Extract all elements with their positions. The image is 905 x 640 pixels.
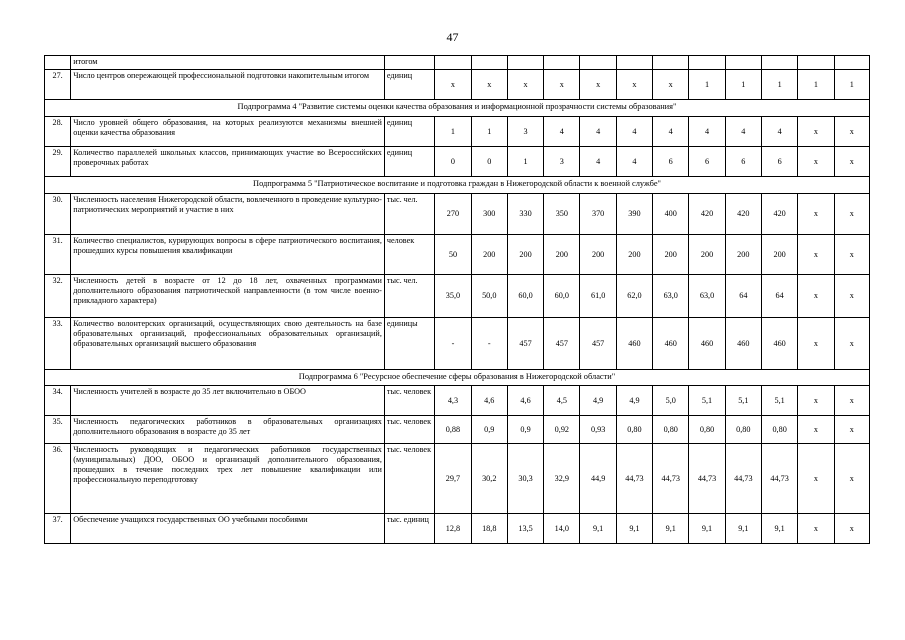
subprogram-header-row: [45, 100, 870, 117]
indicator-value: x: [798, 235, 834, 275]
unit-of-measure: [384, 56, 434, 70]
indicator-value: 460: [616, 318, 652, 370]
indicator-value: 200: [616, 235, 652, 275]
indicator-value: 4: [689, 117, 725, 147]
indicator-value: -: [435, 318, 471, 370]
indicator-value: 200: [471, 235, 507, 275]
unit-of-measure: человек: [384, 235, 434, 275]
subprogram-header-row: [45, 370, 870, 386]
indicator-value: x: [435, 70, 471, 100]
row-number: 29.: [45, 147, 71, 177]
indicator-value: 4: [616, 117, 652, 147]
unit-of-measure: единиц: [384, 117, 434, 147]
indicator-value: x: [798, 147, 834, 177]
indicator-value: 6: [761, 147, 797, 177]
indicator-value: 1: [725, 70, 761, 100]
row-number: 28.: [45, 117, 71, 147]
indicator-value: 4,9: [616, 386, 652, 416]
indicator-value: x: [798, 444, 834, 514]
indicator-value: 0,9: [507, 416, 543, 444]
indicator-value: [544, 56, 580, 70]
indicator-value: 0,93: [580, 416, 616, 444]
indicator-value: x: [798, 514, 834, 544]
subprogram-title: Подпрограмма 4 "Развитие системы оценки качества образования и информационной прозрачности системы образования": [45, 100, 870, 117]
subprogram-header-row: [45, 177, 870, 194]
indicator-value: [725, 56, 761, 70]
row-number: 27.: [45, 70, 71, 100]
indicator-value: 50,0: [471, 275, 507, 318]
row-number: 30.: [45, 194, 71, 235]
indicator-value: 9,1: [653, 514, 689, 544]
indicator-value: x: [834, 235, 869, 275]
indicator-value: 200: [761, 235, 797, 275]
indicator-value: 200: [689, 235, 725, 275]
indicator-value: 1: [834, 70, 869, 100]
indicator-value: 63,0: [653, 275, 689, 318]
indicator-value: 9,1: [689, 514, 725, 544]
table-row: [45, 70, 870, 100]
table-row: [45, 235, 870, 275]
indicator-value: 0,80: [761, 416, 797, 444]
indicator-value: 9,1: [725, 514, 761, 544]
indicator-value: 0,80: [725, 416, 761, 444]
indicator-value: 0,92: [544, 416, 580, 444]
indicator-value: 50: [435, 235, 471, 275]
indicator-value: 420: [761, 194, 797, 235]
indicator-value: x: [834, 444, 869, 514]
table-row: [45, 444, 870, 514]
indicator-name: Численность детей в возрасте от 12 до 18 лет, охваченных программами дополнительного образования патриотической направленности (в том числе военно-прикладного характера): [71, 275, 385, 318]
indicator-name: Численность руководящих и педагогических работников государственных (муниципальных) ДОО, ОБОО и организаций дополнительного образования, прошедших в течение последних трех лет повышение квалификации или профессиональную переподготовку: [71, 444, 385, 514]
table-row: [45, 147, 870, 177]
indicator-value: 1: [435, 117, 471, 147]
indicator-value: 200: [580, 235, 616, 275]
indicator-value: 270: [435, 194, 471, 235]
unit-of-measure: тыс. человек: [384, 444, 434, 514]
indicator-value: [616, 56, 652, 70]
subprogram-title: Подпрограмма 6 "Ресурсное обеспечение сферы образования в Нижегородской области": [45, 370, 870, 386]
indicator-value: 44,73: [653, 444, 689, 514]
indicator-value: [471, 56, 507, 70]
indicator-value: 4: [544, 117, 580, 147]
indicator-value: 12,8: [435, 514, 471, 544]
indicator-value: 457: [544, 318, 580, 370]
indicator-value: 5,1: [689, 386, 725, 416]
indicator-value: 4,6: [507, 386, 543, 416]
indicator-value: x: [834, 194, 869, 235]
indicator-value: 457: [507, 318, 543, 370]
row-number: 37.: [45, 514, 71, 544]
indicator-value: 4: [761, 117, 797, 147]
indicator-value: x: [653, 70, 689, 100]
indicator-value: x: [798, 194, 834, 235]
indicator-value: x: [834, 117, 869, 147]
indicator-value: x: [834, 275, 869, 318]
indicator-value: x: [834, 318, 869, 370]
indicator-value: x: [798, 117, 834, 147]
indicator-value: 4,3: [435, 386, 471, 416]
indicator-value: 460: [761, 318, 797, 370]
indicator-value: 370: [580, 194, 616, 235]
indicator-value: [834, 56, 869, 70]
indicator-value: 457: [580, 318, 616, 370]
indicator-value: x: [834, 386, 869, 416]
indicator-value: 1: [761, 70, 797, 100]
indicator-name: Количество параллелей школьных классов, принимающих участие во Всероссийских проверочных работах: [71, 147, 385, 177]
indicator-value: 4: [653, 117, 689, 147]
indicator-value: [435, 56, 471, 70]
indicator-value: 390: [616, 194, 652, 235]
table-row: [45, 514, 870, 544]
indicator-value: [580, 56, 616, 70]
indicator-value: 61,0: [580, 275, 616, 318]
indicator-value: 1: [689, 70, 725, 100]
indicator-value: x: [798, 318, 834, 370]
indicator-value: 44,73: [616, 444, 652, 514]
indicator-value: x: [798, 386, 834, 416]
unit-of-measure: тыс. чел.: [384, 194, 434, 235]
indicator-value: 30,2: [471, 444, 507, 514]
row-number: 33.: [45, 318, 71, 370]
indicator-value: 35,0: [435, 275, 471, 318]
indicator-value: 14,0: [544, 514, 580, 544]
unit-of-measure: тыс. единиц: [384, 514, 434, 544]
indicator-value: 44,73: [761, 444, 797, 514]
indicator-value: 330: [507, 194, 543, 235]
unit-of-measure: единицы: [384, 318, 434, 370]
indicator-value: 4: [725, 117, 761, 147]
indicator-name: Число центров опережающей профессиональной подготовки накопительным итогом: [71, 70, 385, 100]
indicator-value: 350: [544, 194, 580, 235]
indicator-value: 4,9: [580, 386, 616, 416]
indicator-name: Количество волонтерских организаций, осуществляющих свою деятельность на базе образовательных организаций, профессиональных образовательных организаций, образовательных организаций высшего образования: [71, 318, 385, 370]
subprogram-title: Подпрограмма 5 "Патриотическое воспитание и подготовка граждан в Нижегородской области к военной службе": [45, 177, 870, 194]
indicator-value: [507, 56, 543, 70]
indicator-value: 0,80: [616, 416, 652, 444]
indicator-value: [798, 56, 834, 70]
indicator-value: 4: [616, 147, 652, 177]
indicator-name: Обеспечение учащихся государственных ОО учебными пособиями: [71, 514, 385, 544]
indicator-value: 6: [653, 147, 689, 177]
row-number: 32.: [45, 275, 71, 318]
indicator-value: 64: [761, 275, 797, 318]
indicator-value: 0,80: [653, 416, 689, 444]
table-row: [45, 56, 870, 70]
indicator-value: 0: [435, 147, 471, 177]
indicator-value: 460: [653, 318, 689, 370]
indicator-value: 0,9: [471, 416, 507, 444]
indicator-value: -: [471, 318, 507, 370]
indicator-value: 460: [725, 318, 761, 370]
indicator-value: 1: [798, 70, 834, 100]
indicator-value: 63,0: [689, 275, 725, 318]
indicator-value: x: [544, 70, 580, 100]
indicator-value: 0,88: [435, 416, 471, 444]
indicator-value: 44,9: [580, 444, 616, 514]
indicator-value: 60,0: [507, 275, 543, 318]
indicator-value: [653, 56, 689, 70]
indicator-name: Численность учителей в возрасте до 35 лет включительно в ОБОО: [71, 386, 385, 416]
unit-of-measure: тыс. человек: [384, 386, 434, 416]
indicator-value: 4: [580, 147, 616, 177]
indicator-value: 5,1: [761, 386, 797, 416]
indicator-value: 5,0: [653, 386, 689, 416]
indicator-value: 6: [725, 147, 761, 177]
indicator-value: 0,80: [689, 416, 725, 444]
unit-of-measure: тыс. чел.: [384, 275, 434, 318]
indicator-value: [761, 56, 797, 70]
indicator-value: 1: [471, 117, 507, 147]
indicator-value: x: [616, 70, 652, 100]
indicator-value: 200: [653, 235, 689, 275]
indicator-name: Число уровней общего образования, на которых реализуются механизмы внешней оценки качества образования: [71, 117, 385, 147]
indicator-value: 64: [725, 275, 761, 318]
indicator-name: итогом: [71, 56, 385, 70]
row-number: 34.: [45, 386, 71, 416]
indicator-value: [689, 56, 725, 70]
indicator-value: 200: [725, 235, 761, 275]
indicator-value: x: [507, 70, 543, 100]
table-row: [45, 275, 870, 318]
page-number: 47: [446, 30, 459, 44]
indicator-value: 4,6: [471, 386, 507, 416]
indicator-value: x: [798, 416, 834, 444]
indicator-value: 29,7: [435, 444, 471, 514]
indicator-value: 1: [507, 147, 543, 177]
indicator-value: x: [471, 70, 507, 100]
indicator-value: 60,0: [544, 275, 580, 318]
indicator-value: x: [834, 147, 869, 177]
indicator-value: 30,3: [507, 444, 543, 514]
indicator-value: 300: [471, 194, 507, 235]
indicator-value: 4,5: [544, 386, 580, 416]
indicator-value: 5,1: [725, 386, 761, 416]
indicator-value: 9,1: [761, 514, 797, 544]
unit-of-measure: тыс. человек: [384, 416, 434, 444]
indicator-value: 200: [507, 235, 543, 275]
indicator-value: x: [798, 275, 834, 318]
indicator-value: x: [580, 70, 616, 100]
indicator-value: 6: [689, 147, 725, 177]
unit-of-measure: единиц: [384, 147, 434, 177]
indicator-value: 400: [653, 194, 689, 235]
indicator-value: 420: [725, 194, 761, 235]
indicator-value: 200: [544, 235, 580, 275]
table-row: [45, 386, 870, 416]
indicator-value: 9,1: [616, 514, 652, 544]
row-number: 35.: [45, 416, 71, 444]
row-number: [45, 56, 71, 70]
indicators-table: [44, 55, 870, 544]
table-row: [45, 117, 870, 147]
indicator-value: 460: [689, 318, 725, 370]
indicator-value: 4: [580, 117, 616, 147]
indicator-name: Количество специалистов, курирующих вопросы в сфере патриотического воспитания, прошедших курсы повышения квалификации: [71, 235, 385, 275]
indicator-value: 0: [471, 147, 507, 177]
indicator-value: 3: [507, 117, 543, 147]
row-number: 36.: [45, 444, 71, 514]
indicator-value: 9,1: [580, 514, 616, 544]
indicator-value: 18,8: [471, 514, 507, 544]
indicator-name: Численность педагогических работников в образовательных организациях дополнительного образования в возрасте до 35 лет: [71, 416, 385, 444]
indicator-value: 44,73: [725, 444, 761, 514]
indicator-value: 3: [544, 147, 580, 177]
indicator-value: 32,9: [544, 444, 580, 514]
table-row: [45, 318, 870, 370]
indicator-value: x: [834, 416, 869, 444]
row-number: 31.: [45, 235, 71, 275]
indicator-value: 44,73: [689, 444, 725, 514]
indicator-value: x: [834, 514, 869, 544]
indicator-value: 13,5: [507, 514, 543, 544]
table-row: [45, 194, 870, 235]
indicator-name: Численность населения Нижегородской области, вовлеченного в проведение культурно-патриотических мероприятий и участие в них: [71, 194, 385, 235]
unit-of-measure: единиц: [384, 70, 434, 100]
table-row: [45, 416, 870, 444]
indicator-value: 62,0: [616, 275, 652, 318]
indicator-value: 420: [689, 194, 725, 235]
